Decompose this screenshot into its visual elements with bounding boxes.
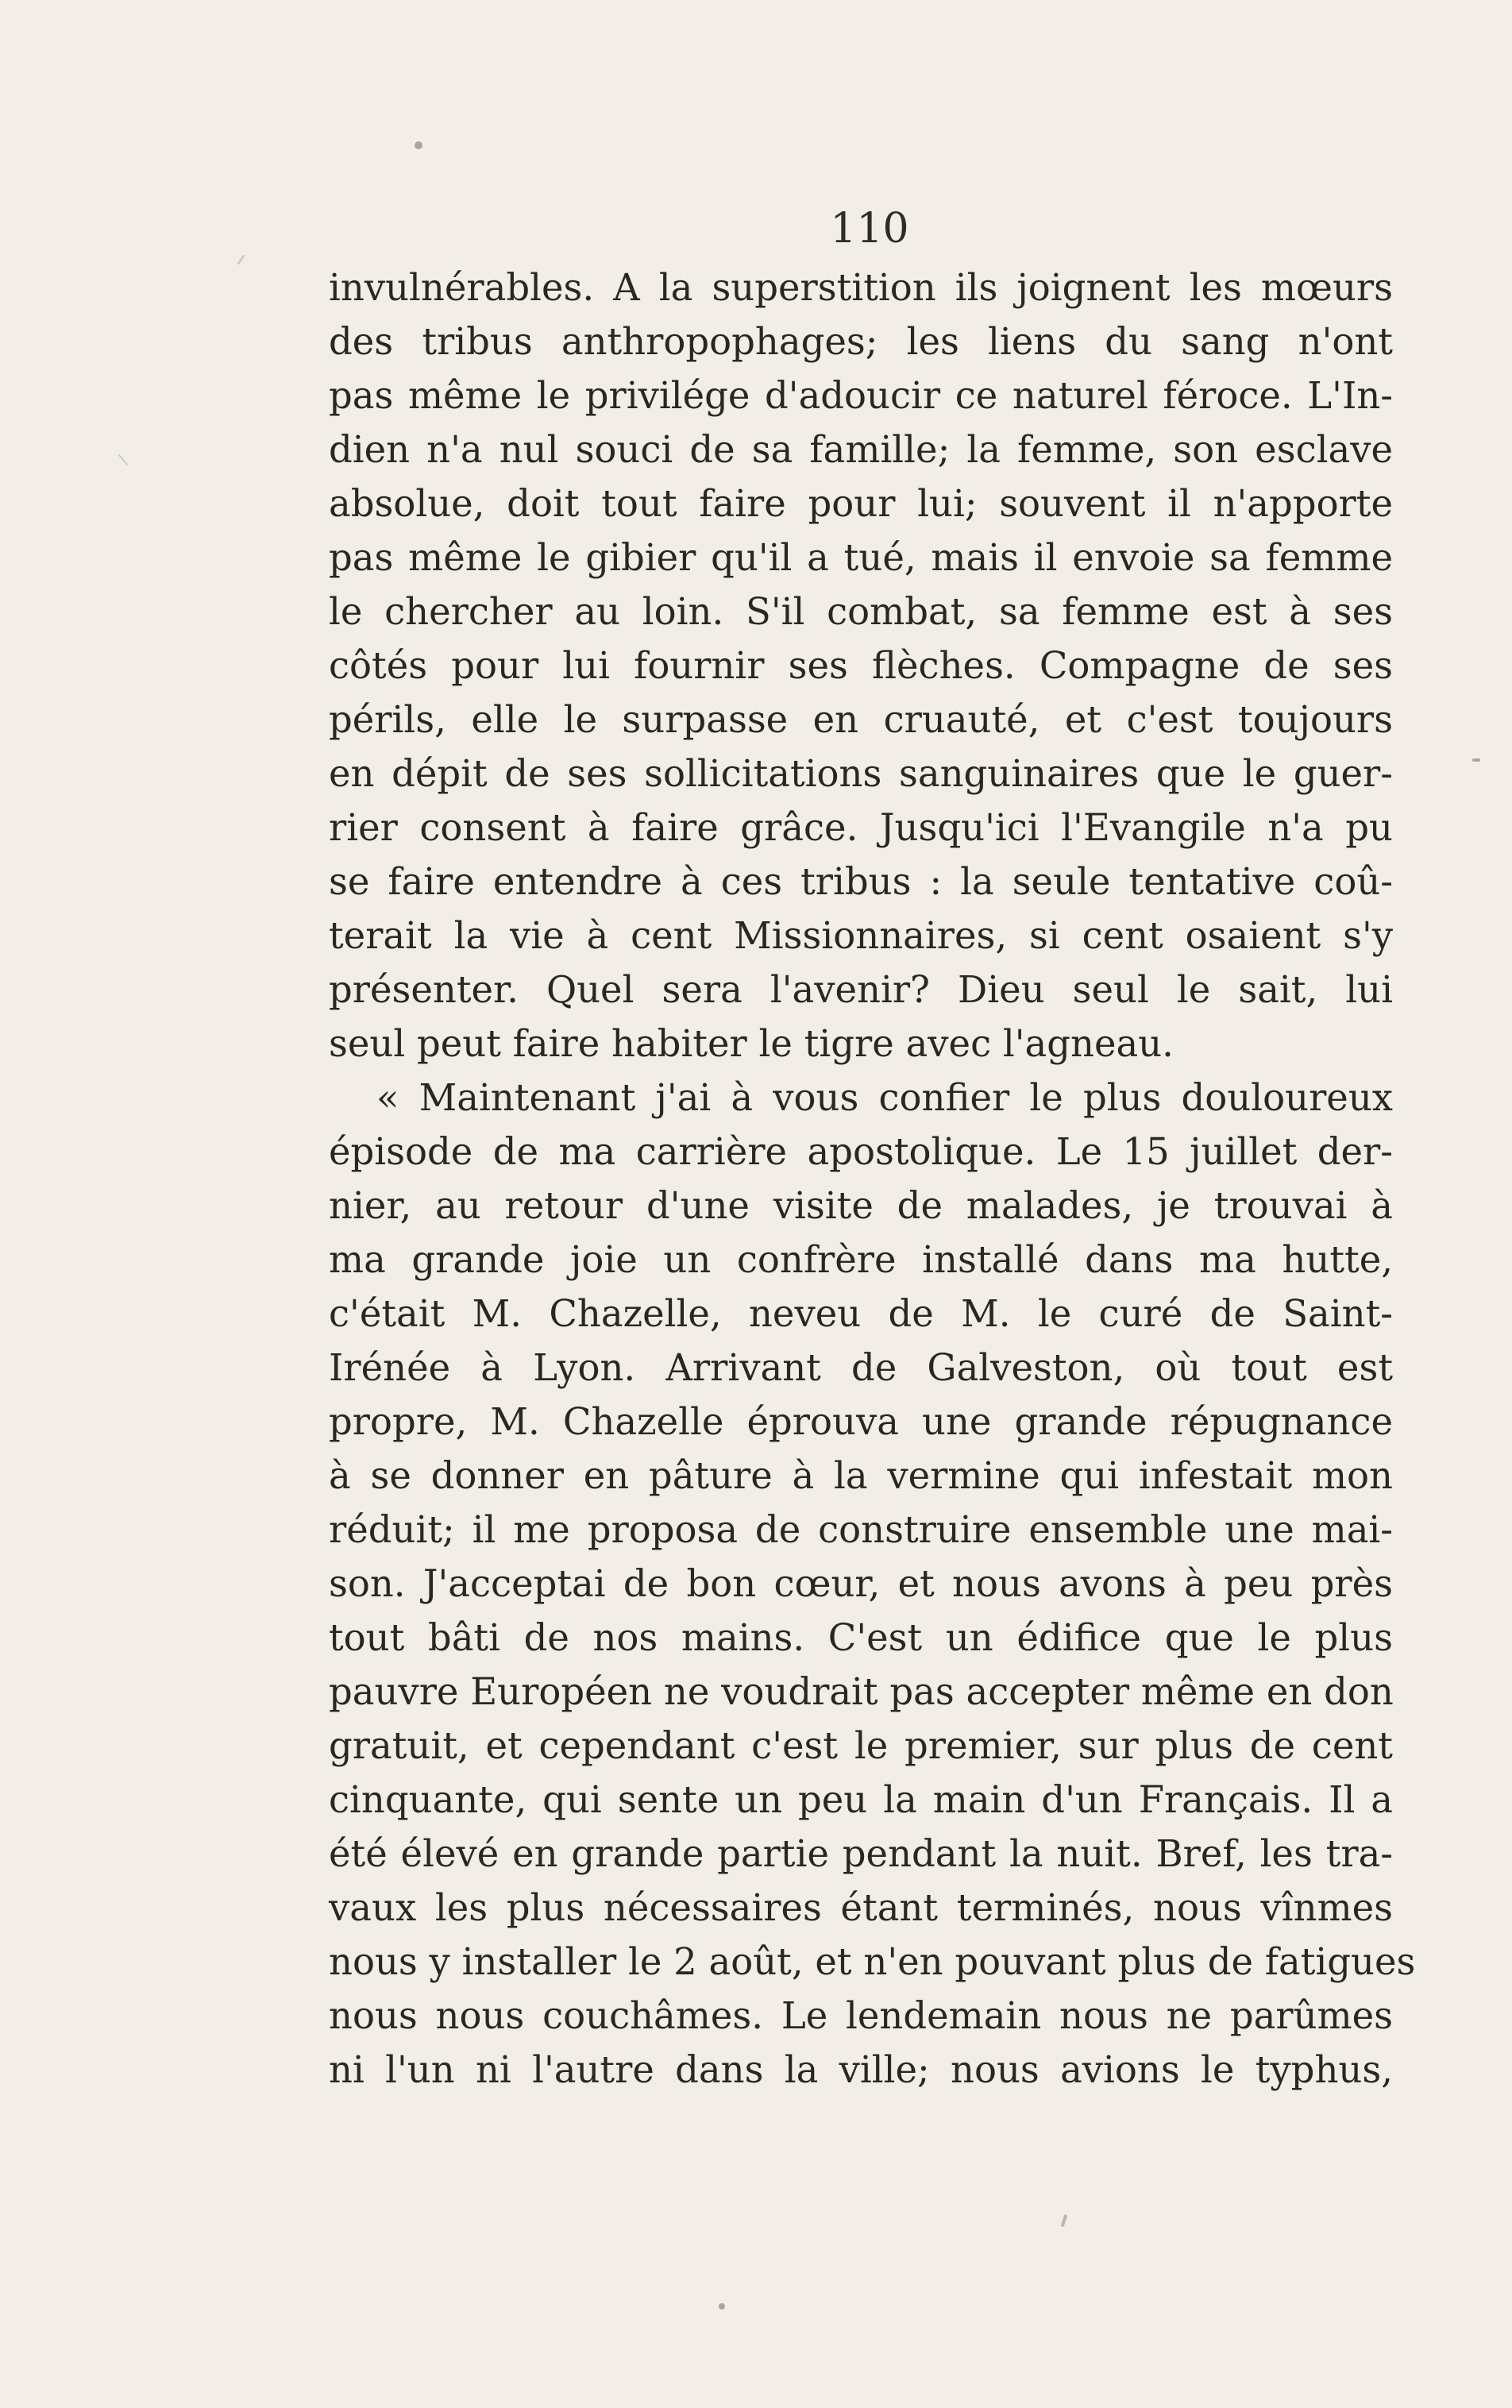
text-line: été élevé en grande partie pendant la nuit. Bref, les tra- [329, 1832, 1393, 1875]
text-line: propre, M. Chazelle éprouva une grande répugnance [329, 1400, 1393, 1443]
text-line: rier consent à faire grâce. Jusqu'ici l'Evangile n'a pu [329, 806, 1393, 849]
text-line: épisode de ma carrière apostolique. Le 15 juillet der- [329, 1130, 1393, 1173]
scan-speck [1061, 2214, 1068, 2227]
scan-speck [415, 141, 422, 149]
text-line: présenter. Quel sera l'avenir? Dieu seul le sait, lui [329, 968, 1393, 1011]
text-line: pas même le gibier qu'il a tué, mais il envoie sa femme [329, 536, 1393, 579]
body-text [329, 260, 1416, 2097]
text-line: absolue, doit tout faire pour lui; souvent il n'apporte [329, 482, 1393, 525]
page-number: 110 [830, 205, 909, 253]
text-line: pauvre Européen ne voudrait pas accepter même en don [329, 1670, 1394, 1713]
text-line: se faire entendre à ces tribus : la seule tentative coû- [329, 860, 1393, 903]
text-line: nous y installer le 2 août, et n'en pouvant plus de fatigues [329, 1940, 1416, 1983]
text-line: seul peut faire habiter le tigre avec l'agneau. [329, 1022, 1174, 1065]
text-line: son. J'acceptai de bon cœur, et nous avons à peu près [329, 1562, 1393, 1605]
text-line: le chercher au loin. S'il combat, sa femme est à ses [329, 590, 1393, 633]
text-line: tout bâti de nos mains. C'est un édifice que le plus [329, 1616, 1393, 1659]
text-line: invulnérables. A la superstition ils joignent les mœurs [329, 266, 1393, 309]
text-line: terait la vie à cent Missionnaires, si cent osaient s'y [329, 914, 1393, 957]
text-line: ni l'un ni l'autre dans la ville; nous avions le typhus, [329, 2048, 1393, 2091]
text-line: pas même le privilége d'adoucir ce naturel féroce. L'In- [329, 374, 1393, 417]
text-line: des tribus anthropophages; les liens du sang n'ont [329, 320, 1393, 363]
text-line: gratuit, et cependant c'est le premier, sur plus de cent [329, 1724, 1393, 1767]
text-line: « Maintenant j'ai à vous confier le plus douloureux [376, 1076, 1393, 1119]
text-line: réduit; il me proposa de construire ensemble une mai- [329, 1508, 1393, 1551]
scan-speck [1472, 758, 1480, 762]
text-line: à se donner en pâture à la vermine qui infestait mon [329, 1454, 1393, 1497]
text-line: périls, elle le surpasse en cruauté, et c'est toujours [329, 698, 1393, 741]
text-line: vaux les plus nécessaires étant terminés, nous vînmes [329, 1886, 1393, 1929]
scan-speck [118, 453, 128, 465]
text-line: nous nous couchâmes. Le lendemain nous ne parûmes [329, 1994, 1393, 2037]
text-line: ma grande joie un confrère installé dans ma hutte, [329, 1238, 1393, 1281]
text-line: Irénée à Lyon. Arrivant de Galveston, où tout est [329, 1346, 1393, 1389]
text-line: c'était M. Chazelle, neveu de M. le curé de Saint- [329, 1292, 1393, 1335]
text-line: cinquante, qui sente un peu la main d'un Français. Il a [329, 1778, 1393, 1821]
scan-speck [237, 254, 245, 264]
scan-speck [719, 2303, 725, 2310]
text-line: en dépit de ses sollicitations sanguinaires que le guer- [329, 752, 1393, 795]
text-line: nier, au retour d'une visite de malades, je trouvai à [329, 1184, 1393, 1227]
text-line: côtés pour lui fournir ses flèches. Compagne de ses [329, 644, 1393, 687]
text-line: dien n'a nul souci de sa famille; la femme, son esclave [329, 428, 1393, 471]
